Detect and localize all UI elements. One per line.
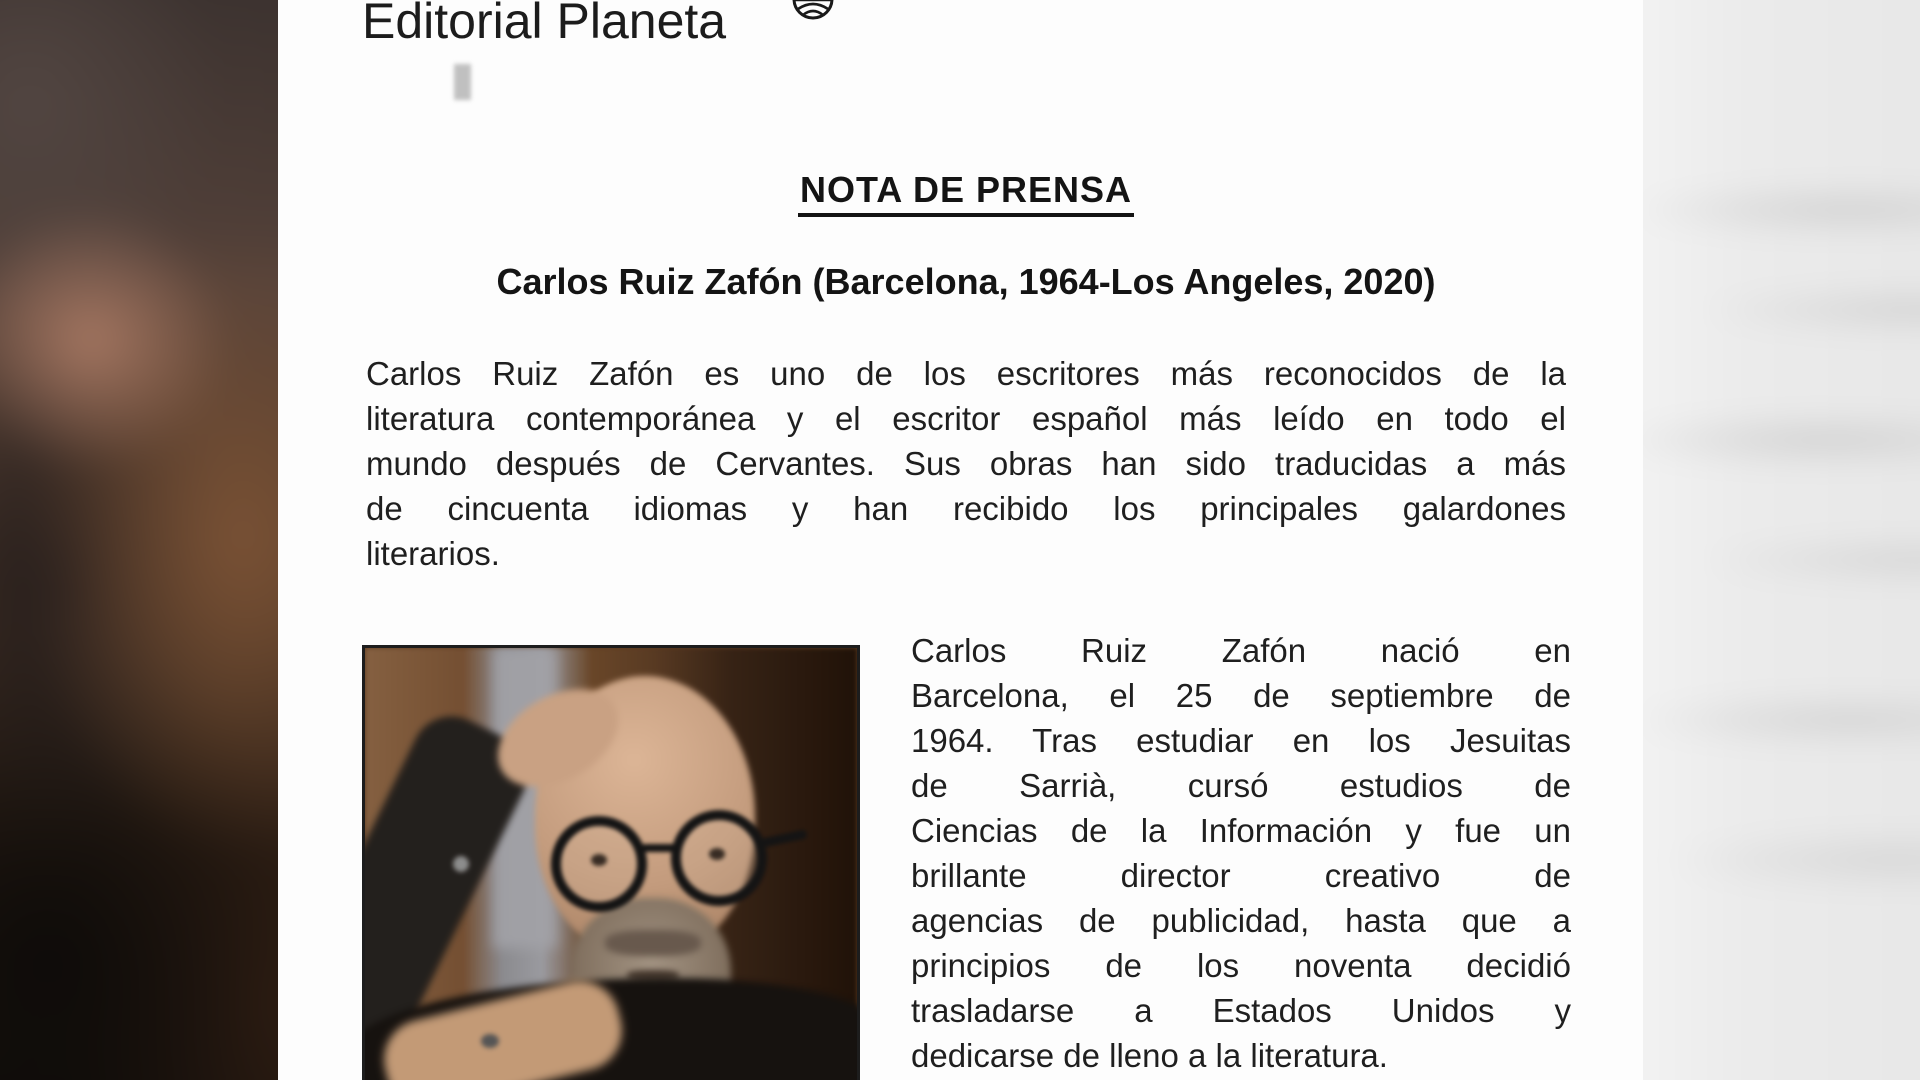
photo-cuff-button-shape — [453, 856, 469, 872]
brand-header — [362, 0, 726, 50]
photo-right-eye-shape — [709, 848, 725, 860]
paragraph-line: literatura contemporánea y el escritor español más leído en todo el — [366, 400, 1566, 437]
paragraph-line: trasladarse a Estados Unidos y — [911, 992, 1571, 1029]
paragraph-line: principios de los noventa decidió — [911, 947, 1571, 984]
paragraph-line: de cincuenta idiomas y han recibido los principales galardones — [366, 490, 1566, 527]
photo-mustache-shape — [605, 930, 701, 956]
photo-glasses-bridge — [641, 844, 677, 852]
photo-content — [365, 648, 857, 1080]
heading-row — [366, 168, 1566, 217]
paragraph-line: Carlos Ruiz Zafón nació en — [911, 632, 1571, 669]
blurred-document-shapes — [1643, 0, 1920, 1080]
subheading-row — [336, 260, 1596, 304]
paragraph-line: literarios. — [366, 535, 500, 572]
paragraph-line: de Sarrià, cursó estudios de — [911, 767, 1571, 804]
planeta-globe-icon — [790, 0, 836, 24]
paragraph-line: brillante director creativo de — [911, 857, 1571, 894]
paragraph-line: agencias de publicidad, hasta que a — [911, 902, 1571, 939]
blurred-right-background — [1643, 0, 1920, 1080]
paragraph-line: Ciencias de la Información y fue un — [911, 812, 1571, 849]
intro-paragraph — [366, 351, 1566, 576]
photo-left-eye-shape — [591, 854, 607, 866]
paragraph-line: mundo después de Cervantes. Sus obras han sido traducidas a más — [366, 445, 1566, 482]
document-page — [278, 0, 1643, 1080]
author-dates-title: Carlos Ruiz Zafón (Barcelona, 1964-Los Angeles, 2020) — [496, 261, 1436, 302]
author-photo — [362, 645, 860, 1080]
paragraph-line: Carlos Ruiz Zafón es uno de los escritores más reconocidos de la — [366, 355, 1566, 392]
paragraph-line: Barcelona, el 25 de septiembre de — [911, 677, 1571, 714]
compression-artifact — [454, 64, 471, 100]
blurred-portrait-shapes — [0, 0, 278, 1080]
paragraph-line: 1964. Tras estudiar en los Jesuitas — [911, 722, 1571, 759]
blurred-left-background — [0, 0, 278, 1080]
press-note-heading: NOTA DE PRENSA — [798, 168, 1134, 217]
paragraph-line: dedicarse de lleno a la literatura. — [911, 1037, 1388, 1074]
photo-ring-shape — [481, 1034, 499, 1048]
bio-paragraph — [911, 628, 1571, 1078]
brand-wordmark: Editorial Planeta — [362, 0, 727, 49]
